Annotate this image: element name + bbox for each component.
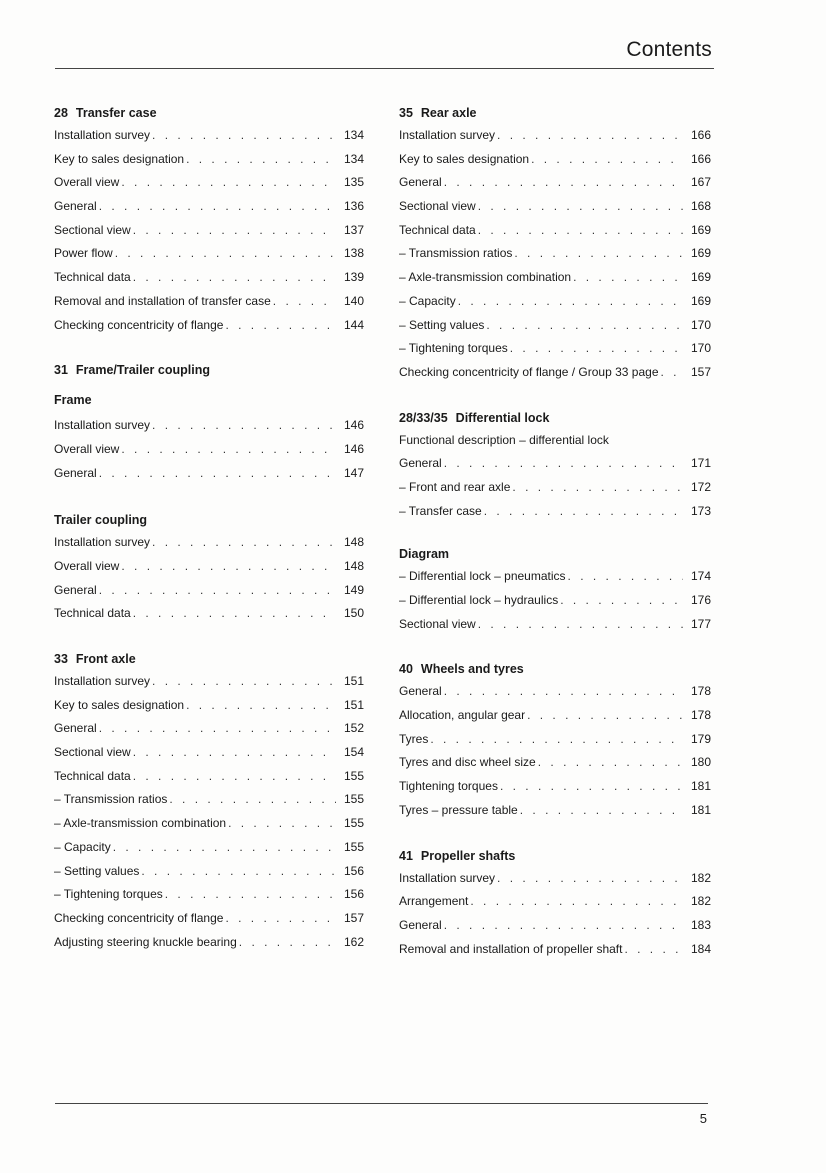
toc-entry-label: – Axle-transmission combination [54, 816, 227, 831]
toc-entry [399, 799, 711, 823]
toc-entry-label: – Differential lock – pneumatics [399, 569, 566, 584]
toc-entry-label: – Capacity [399, 293, 456, 308]
toc-entry-label: Removal and installation of propeller shaft [399, 941, 623, 956]
dot-leader [573, 266, 683, 290]
toc-entry [54, 670, 364, 694]
toc-entry-label: General [399, 175, 442, 190]
section-35 [399, 102, 711, 385]
toc-entry-label: Checking concentricity of flange [54, 317, 224, 332]
dot-leader [239, 931, 336, 955]
dot-leader [115, 242, 336, 266]
section-number: 33 [54, 652, 68, 666]
dot-leader [121, 438, 336, 462]
toc-entry [399, 680, 711, 704]
toc-list [399, 124, 711, 385]
dot-leader [121, 171, 336, 195]
toc-entry-label: Sectional view [399, 199, 476, 214]
right-column [399, 102, 711, 961]
toc-entry-label: – Tightening torques [399, 341, 508, 356]
toc-entry-page: 167 [690, 175, 711, 190]
toc-entry-page: 181 [690, 802, 711, 817]
toc-entry [399, 914, 711, 938]
toc-entry-page: 146 [343, 441, 364, 456]
toc-entry [399, 124, 711, 148]
dot-leader [99, 717, 336, 741]
toc-entry-page: 152 [343, 721, 364, 736]
toc-entry [399, 219, 711, 243]
toc-entry [399, 500, 711, 524]
toc-entry-page: 162 [343, 934, 364, 949]
toc-entry-page: 181 [690, 779, 711, 794]
toc-entry-label: Checking concentricity of flange / Group 33 page [399, 364, 659, 379]
toc-entry-page: 136 [343, 199, 364, 214]
dot-leader [444, 171, 683, 195]
section-31 [54, 359, 364, 626]
toc-entry-label: – Setting values [54, 863, 140, 878]
toc-entry [54, 414, 364, 438]
toc-entry-label: Tyres [399, 731, 429, 746]
toc-entry-label: Tyres – pressure table [399, 802, 518, 817]
dot-leader [478, 219, 683, 243]
toc-list [399, 867, 711, 962]
toc-entry-page: 173 [690, 503, 711, 518]
toc-entry [54, 907, 364, 931]
dot-leader [514, 242, 683, 266]
dot-leader [133, 765, 336, 789]
section-heading [399, 845, 711, 867]
toc-entry-label: Overall view [54, 558, 120, 573]
toc-entry-page: 182 [690, 894, 711, 909]
toc-entry-page: 178 [690, 684, 711, 699]
toc-entry-label: Key to sales designation [399, 151, 530, 166]
toc-entry-label: Key to sales designation [54, 697, 185, 712]
toc-entry-page: 166 [690, 151, 711, 166]
toc-entry-label: – Transmission ratios [399, 246, 513, 261]
toc-entry-label: Checking concentricity of flange [54, 910, 224, 925]
toc-entry [399, 938, 711, 962]
toc-entry-label: – Transfer case [399, 503, 482, 518]
toc-entry [399, 171, 711, 195]
toc-entry-page: 184 [690, 941, 711, 956]
toc-entry-label: General [54, 582, 97, 597]
toc-entry-label: – Front and rear axle [399, 479, 511, 494]
toc-entry-label: Overall view [54, 175, 120, 190]
toc-entry-label: Installation survey [54, 418, 151, 433]
toc-entry-label: Installation survey [54, 535, 151, 550]
toc-entry [54, 860, 364, 884]
toc-entry-label: Sectional view [54, 745, 131, 760]
toc-entry [399, 290, 711, 314]
dot-leader [228, 812, 336, 836]
subheading-diagram: Diagram [399, 547, 450, 562]
toc-list [399, 452, 711, 523]
toc-entry [399, 361, 711, 385]
toc-entry [54, 531, 364, 555]
toc-entry [54, 290, 364, 314]
dot-leader [152, 531, 336, 555]
toc-entry-page: 169 [690, 293, 711, 308]
toc-entry [399, 565, 711, 589]
toc-entry [54, 602, 364, 626]
dot-leader [133, 266, 336, 290]
toc-entry-page: 176 [690, 593, 711, 607]
dot-leader [527, 704, 683, 728]
toc-entry-label: Technical data [54, 270, 131, 285]
toc-entry-page: 140 [343, 293, 364, 308]
section-heading [54, 102, 364, 124]
dot-leader [273, 290, 336, 314]
dot-leader [624, 938, 683, 962]
toc-entry-label: – Differential lock – hydraulics [399, 593, 559, 607]
toc-entry-label: Adjusting steering knuckle bearing [54, 934, 237, 949]
dot-leader [225, 907, 336, 931]
toc-entry-page: 179 [690, 731, 711, 746]
dot-leader [225, 314, 336, 338]
toc-entry-label: Arrangement [399, 894, 469, 909]
toc-entry-label: General [54, 199, 97, 214]
toc-entry [54, 438, 364, 462]
dot-leader [510, 337, 683, 361]
toc-entry-page: 154 [343, 745, 364, 760]
section-number: 31 [54, 363, 68, 378]
toc-entry-label: Allocation, angular gear [399, 708, 526, 723]
dot-leader [99, 195, 336, 219]
toc-entry-page: 169 [690, 222, 711, 237]
dot-leader [478, 195, 683, 219]
toc-entry-page: 156 [343, 863, 364, 878]
dot-leader [133, 602, 336, 626]
dot-leader [430, 728, 683, 752]
toc-entry-page: 139 [343, 270, 364, 285]
toc-entry [399, 775, 711, 799]
intro-line: Functional description – differential lock [399, 432, 609, 447]
toc-entry-label: Technical data [54, 606, 131, 621]
dot-leader [113, 836, 336, 860]
toc-entry-label: General [54, 465, 97, 480]
toc-entry-page: 168 [690, 199, 711, 214]
toc-entry [399, 751, 711, 775]
toc-entry-page: 149 [343, 582, 364, 597]
dot-leader [661, 361, 684, 385]
toc-entry-page: 157 [690, 364, 711, 379]
toc-entry-label: Installation survey [54, 128, 151, 142]
toc-entry-label: General [399, 917, 442, 932]
dot-leader [133, 741, 336, 765]
toc-entry-page: 147 [343, 465, 364, 480]
toc-entry [54, 931, 364, 955]
toc-entry [54, 741, 364, 765]
dot-leader [470, 890, 683, 914]
toc-entry [399, 242, 711, 266]
toc-entry [54, 555, 364, 579]
section-number: 40 [399, 662, 413, 677]
toc-entry-label: Technical data [54, 768, 131, 783]
section-title: Propeller shafts [420, 848, 516, 863]
dot-leader [538, 751, 683, 775]
dot-leader [478, 613, 683, 637]
toc-entry-label: – Capacity [54, 839, 111, 854]
section-heading [54, 648, 364, 670]
toc-entry-label: Installation survey [399, 870, 496, 885]
toc-entry-page: 155 [343, 839, 364, 854]
toc-entry-label: General [399, 456, 442, 471]
toc-entry-page: 180 [690, 755, 711, 770]
section-41 [399, 845, 711, 962]
toc-entry-page: 182 [690, 870, 711, 885]
toc-entry-page: 137 [343, 222, 364, 237]
section-title: Transfer case [75, 106, 157, 120]
toc-list [54, 531, 364, 626]
section-number: 28 [54, 106, 68, 120]
toc-entry-page: 151 [343, 674, 364, 688]
section-40 [399, 658, 711, 822]
toc-entry [54, 148, 364, 172]
left-column [54, 102, 364, 954]
toc-entry-page: 148 [343, 558, 364, 573]
dot-leader [484, 500, 683, 524]
toc-entry [54, 195, 364, 219]
section-33 [54, 648, 364, 954]
toc-list [399, 565, 711, 636]
toc-entry-label: Technical data [399, 222, 476, 237]
toc-entry-page: 166 [690, 128, 711, 142]
section-title: Rear axle [420, 106, 477, 120]
toc-entry-page: 135 [343, 175, 364, 190]
toc-entry [54, 579, 364, 603]
toc-entry [399, 452, 711, 476]
toc-entry-label: Overall view [54, 441, 120, 456]
toc-list [54, 670, 364, 954]
toc-entry-page: 174 [690, 569, 711, 584]
toc-entry [54, 883, 364, 907]
section-number: 41 [399, 848, 413, 863]
section-heading [399, 102, 711, 124]
toc-entry [54, 812, 364, 836]
toc-entry-label: – Axle-transmission combination [399, 270, 572, 285]
dot-leader [531, 148, 683, 172]
dot-leader [568, 565, 683, 589]
toc-entry [399, 314, 711, 338]
toc-entry [54, 219, 364, 243]
toc-entry-page: 150 [343, 606, 364, 621]
dot-leader [458, 290, 683, 314]
toc-entry-page: 148 [343, 535, 364, 550]
section-title: Differential lock [455, 410, 550, 425]
subheading-trailer-coupling: Trailer coupling [54, 513, 148, 528]
toc-entry-page: 144 [343, 317, 364, 332]
dot-leader [152, 414, 336, 438]
dot-leader [486, 314, 683, 338]
toc-entry-label: Sectional view [54, 222, 131, 237]
section-heading [54, 359, 364, 381]
dot-leader [444, 452, 683, 476]
toc-entry-page: 155 [343, 768, 364, 783]
toc-entry-page: 169 [690, 246, 711, 261]
toc-entry [54, 242, 364, 266]
dot-leader [165, 883, 336, 907]
toc-entry-page: 178 [690, 708, 711, 723]
toc-entry-label: General [399, 684, 442, 699]
section-title: Frame/Trailer coupling [75, 363, 210, 378]
toc-entry-label: Removal and installation of transfer case [54, 293, 271, 308]
dot-leader [133, 219, 336, 243]
toc-entry-label: – Transmission ratios [54, 792, 168, 807]
toc-entry [54, 765, 364, 789]
dot-leader [497, 124, 683, 148]
toc-entry-page: 134 [343, 128, 364, 142]
toc-entry-label: Installation survey [399, 128, 496, 142]
section-28-33-35 [399, 407, 711, 637]
toc-entry-label: Tightening torques [399, 779, 498, 794]
toc-entry-page: 169 [690, 270, 711, 285]
dot-leader [152, 124, 336, 148]
toc-entry-page: 183 [690, 917, 711, 932]
toc-entry-page: 155 [343, 816, 364, 831]
section-number: 28/33/35 [399, 410, 448, 425]
toc-entry-page: 170 [690, 341, 711, 356]
dot-leader [500, 775, 683, 799]
footer-rule [55, 1103, 708, 1104]
page-title: Contents [626, 38, 712, 61]
dot-leader [152, 670, 336, 694]
toc-entry [54, 314, 364, 338]
toc-entry [399, 266, 711, 290]
toc-entry [399, 613, 711, 637]
dot-leader [141, 860, 336, 884]
toc-entry-page: 177 [690, 616, 711, 631]
dot-leader [497, 867, 683, 891]
toc-entry-page: 146 [343, 418, 364, 433]
section-number: 35 [399, 106, 413, 120]
toc-entry [54, 694, 364, 718]
toc-entry [399, 195, 711, 219]
toc-entry [54, 462, 364, 486]
page-number: 5 [699, 1111, 707, 1126]
dot-leader [99, 579, 336, 603]
toc-list [54, 414, 364, 485]
toc-entry-page: 156 [343, 887, 364, 902]
toc-entry [399, 589, 711, 613]
toc-entry-label: – Setting values [399, 317, 485, 332]
section-title: Wheels and tyres [420, 662, 524, 677]
toc-entry [54, 836, 364, 860]
toc-entry [399, 476, 711, 500]
toc-entry [399, 890, 711, 914]
toc-entry-label: Sectional view [399, 616, 476, 631]
dot-leader [560, 589, 683, 613]
toc-entry-label: Installation survey [54, 674, 151, 688]
toc-entry [54, 171, 364, 195]
toc-entry-page: 157 [343, 910, 364, 925]
toc-entry-page: 138 [343, 246, 364, 261]
toc-entry [54, 266, 364, 290]
toc-entry [54, 124, 364, 148]
toc-entry [54, 717, 364, 741]
section-heading [399, 658, 711, 680]
toc-list [54, 124, 364, 337]
toc-entry [399, 148, 711, 172]
toc-entry-label: Power flow [54, 246, 113, 261]
toc-entry-page: 155 [343, 792, 364, 807]
toc-entry [399, 704, 711, 728]
toc-entry-label: Tyres and disc wheel size [399, 755, 536, 770]
dot-leader [186, 694, 336, 718]
toc-entry [399, 728, 711, 752]
toc-entry-page: 171 [690, 456, 711, 471]
dot-leader [99, 462, 336, 486]
toc-entry [54, 788, 364, 812]
section-heading [399, 407, 711, 429]
toc-list [399, 680, 711, 822]
toc-entry-page: 134 [343, 151, 364, 166]
subheading-frame: Frame [54, 393, 92, 408]
toc-entry [399, 867, 711, 891]
section-28 [54, 102, 364, 337]
dot-leader [121, 555, 336, 579]
toc-entry-label: General [54, 721, 97, 736]
dot-leader [444, 914, 683, 938]
toc-entry-label: Key to sales designation [54, 151, 185, 166]
toc-entry-label: – Tightening torques [54, 887, 163, 902]
section-title: Front axle [75, 652, 136, 666]
toc-entry-page: 151 [343, 697, 364, 712]
dot-leader [444, 680, 683, 704]
dot-leader [169, 788, 336, 812]
header-rule [55, 68, 714, 69]
dot-leader [186, 148, 336, 172]
dot-leader [520, 799, 683, 823]
toc-entry-page: 170 [690, 317, 711, 332]
toc-entry-page: 172 [690, 479, 711, 494]
toc-entry [399, 337, 711, 361]
dot-leader [512, 476, 683, 500]
